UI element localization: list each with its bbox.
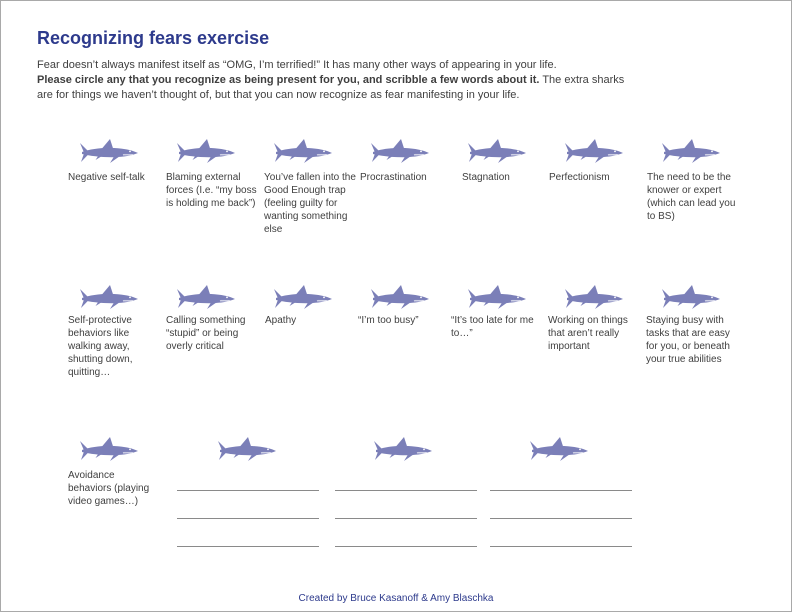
fear-label: Procrastination bbox=[360, 172, 427, 183]
fear-label: Negative self-talk bbox=[68, 172, 145, 183]
shark-icon bbox=[274, 138, 334, 164]
fear-label: Avoidance behaviors (playing video games…) bbox=[68, 470, 150, 507]
shark-icon bbox=[468, 284, 528, 310]
intro-instruction: Please circle any that you recognize as being present for you, and scribble a few words about it. bbox=[37, 74, 540, 86]
intro-extra: The extra sharks are for things we haven’t thought of, but that you can now recognize as fear manifesting in your life. bbox=[37, 74, 625, 101]
shark-icon bbox=[177, 284, 237, 310]
shark-icon bbox=[371, 284, 431, 310]
shark-icon bbox=[177, 138, 237, 164]
shark-icon bbox=[662, 284, 722, 310]
shark-icon bbox=[662, 138, 722, 164]
credit-footer: Created by Bruce Kasanoff & Amy Blaschka bbox=[298, 593, 494, 604]
fear-label: “I’m too busy” bbox=[358, 315, 419, 326]
writing-line[interactable] bbox=[490, 490, 632, 491]
fear-label: You’ve fallen into the Good Enough trap (feeling guilty for wanting something else bbox=[264, 172, 356, 235]
fear-label: Staying busy with tasks that are easy for you, or beneath your true abilities bbox=[646, 315, 730, 365]
writing-line[interactable] bbox=[490, 546, 632, 547]
shark-icon bbox=[371, 138, 431, 164]
shark-icon bbox=[80, 138, 140, 164]
writing-line[interactable] bbox=[335, 546, 477, 547]
shark-icon bbox=[80, 436, 140, 462]
writing-line[interactable] bbox=[490, 518, 632, 519]
fear-label: Self-protective behaviors like walking away, shutting down, quitting… bbox=[68, 315, 133, 378]
fear-label: Blaming external forces (I.e. “my boss is holding me back”) bbox=[166, 172, 257, 209]
fear-label: Perfectionism bbox=[549, 172, 610, 183]
fear-label: Apathy bbox=[265, 315, 297, 326]
fear-label: Calling something “stupid” or being overly critical bbox=[166, 315, 246, 352]
shark-icon bbox=[80, 284, 140, 310]
shark-icon bbox=[468, 138, 528, 164]
shark-icon bbox=[374, 436, 434, 462]
intro-line: Fear doesn’t always manifest itself as “OMG, I’m terrified!” It has many other ways of appearing in your life. bbox=[37, 59, 557, 71]
shark-icon bbox=[565, 138, 625, 164]
writing-line[interactable] bbox=[177, 490, 319, 491]
writing-line[interactable] bbox=[177, 546, 319, 547]
fear-label: Working on things that aren’t really important bbox=[548, 315, 628, 352]
shark-icon bbox=[274, 284, 334, 310]
page-title: Recognizing fears exercise bbox=[37, 28, 270, 48]
writing-line[interactable] bbox=[335, 490, 477, 491]
fear-label: The need to be the knower or expert (which can lead you to BS) bbox=[647, 172, 736, 222]
shark-icon bbox=[530, 436, 590, 462]
shark-icon bbox=[218, 436, 278, 462]
writing-line[interactable] bbox=[177, 518, 319, 519]
writing-line[interactable] bbox=[335, 518, 477, 519]
fear-label: “It’s too late for me to…” bbox=[451, 315, 534, 339]
shark-icon bbox=[565, 284, 625, 310]
intro-text bbox=[37, 58, 637, 103]
fear-label: Stagnation bbox=[462, 172, 510, 183]
